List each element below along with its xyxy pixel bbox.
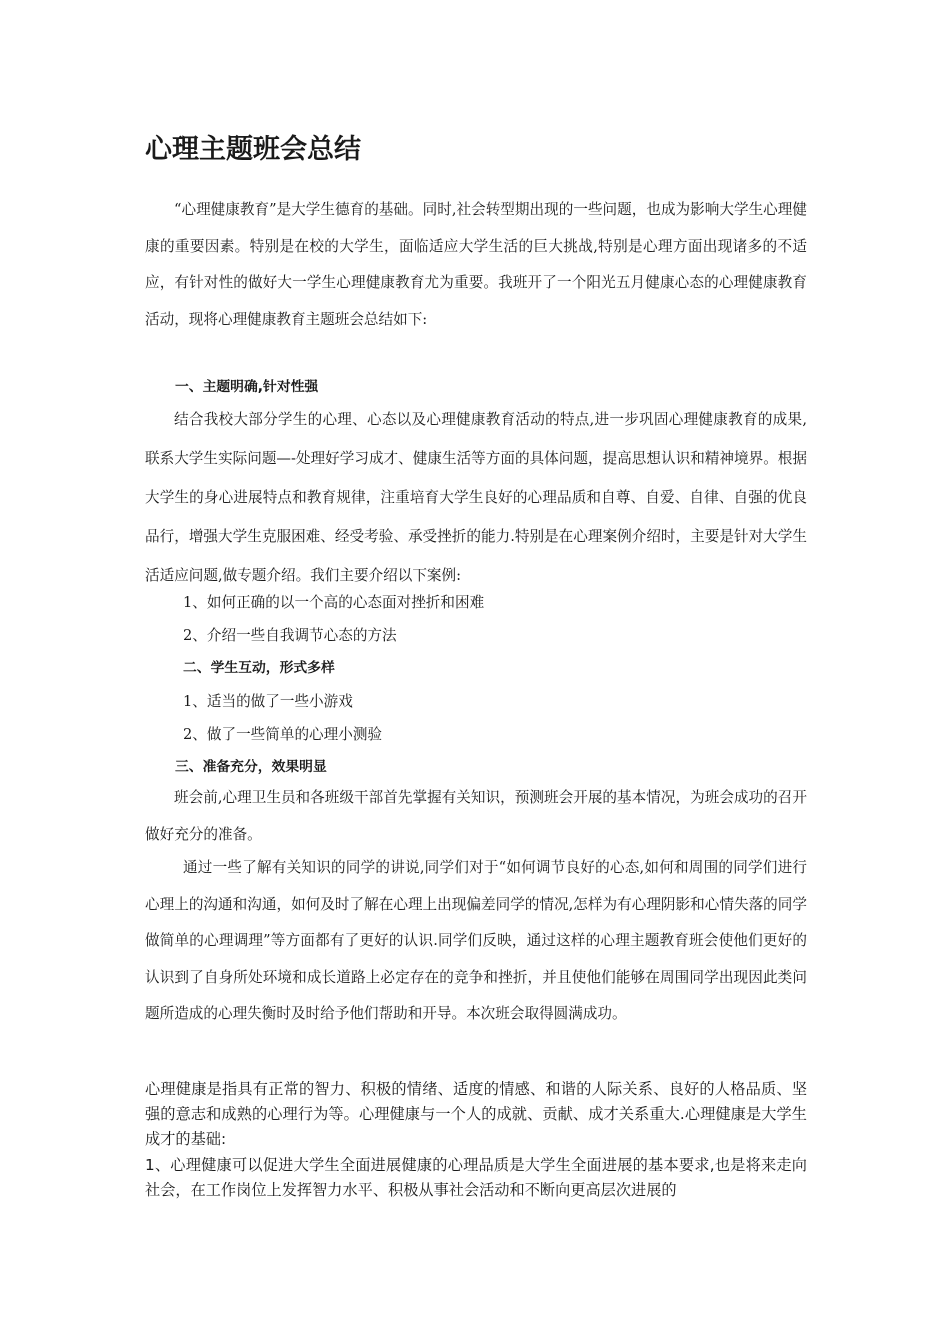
appendix-paragraph-2: 1、心理健康可以促进大学生全面进展健康的心理品质是大学生全面进展的基本要求,也是将来走向社会，在工作岗位上发挥智力水平、积极从事社会活动和不断向更高层次进展的 <box>145 1156 807 1199</box>
section1-item-1: 1、如何正确的以一个高的心态面对挫折和困难 <box>183 594 485 611</box>
section1-item-2: 2、介绍一些自我调节心态的方法 <box>183 627 397 644</box>
section2-item-1: 1、适当的做了一些小游戏 <box>183 693 353 710</box>
appendix-paragraph-1: 心理健康是指具有正常的智力、积极的情绪、适度的情感、和谐的人际关系、良好的人格品质、坚强的意志和成熟的心理行为等。心理健康与一个人的成就、贡献、成才关系重大.心理健康是大学生成才的基础: <box>145 1080 807 1148</box>
section1-body: 结合我校大部分学生的心理、心态以及心理健康教育活动的特点,进一步巩固心理健康教育的成果,联系大学生实际问题—-处理好学习成才、健康生活等方面的具体问题，提高思想认识和精神境界。根据大学生的身心进展特点和教育规律，注重培育大学生良好的心理品质和自尊、自爱、自律、自强的优良品行，增强大学生克服困难、经受考验、承受挫折的能力.特别是在心理案例介绍时，主要是针对大学生活适应问题,做专题介绍。我们主要介绍以下案例: <box>145 411 807 584</box>
section2-heading: 二、学生互动，形式多样 <box>183 660 335 676</box>
section3-body-2: 通过一些了解有关知识的同学的讲说,同学们对于“如何调节良好的心态,如何和周围的同学们进行心理上的沟通和沟通，如何及时了解在心理上出现偏差同学的情况,怎样为有心理阴影和心情失落的同学做简单的心理调理”等方面都有了更好的认识.同学们反映，通过这样的心理主题教育班会使他们更好的认识到了自身所处环境和成长道路上必定存在的竞争和挫折，并且使他们能够在周围同学出现因此类问题所造成的心理失衡时及时给予他们帮助和开导。本次班会取得圆满成功。 <box>145 859 807 1022</box>
section1-heading: 一、主题明确,针对性强 <box>175 379 319 395</box>
section2-item-2: 2、做了一些简单的心理小测验 <box>183 726 383 743</box>
document-title: 心理主题班会总结 <box>145 134 361 165</box>
intro-paragraph: “心理健康教育”是大学生德育的基础。同时,社会转型期出现的一些问题，也成为影响大学生心理健康的重要因素。特别是在校的大学生，面临适应大学生活的巨大挑战,特别是心理方面出现诸多的不适应，有针对性的做好大一学生心理健康教育尤为重要。我班开了一个阳光五月健康心态的心理健康教育活动，现将心理健康教育主题班会总结如下: <box>145 201 807 328</box>
section3-body-1: 班会前,心理卫生员和各班级干部首先掌握有关知识，预测班会开展的基本情况，为班会成功的召开做好充分的准备。 <box>145 789 807 843</box>
section3-heading: 三、准备充分，效果明显 <box>175 759 327 775</box>
